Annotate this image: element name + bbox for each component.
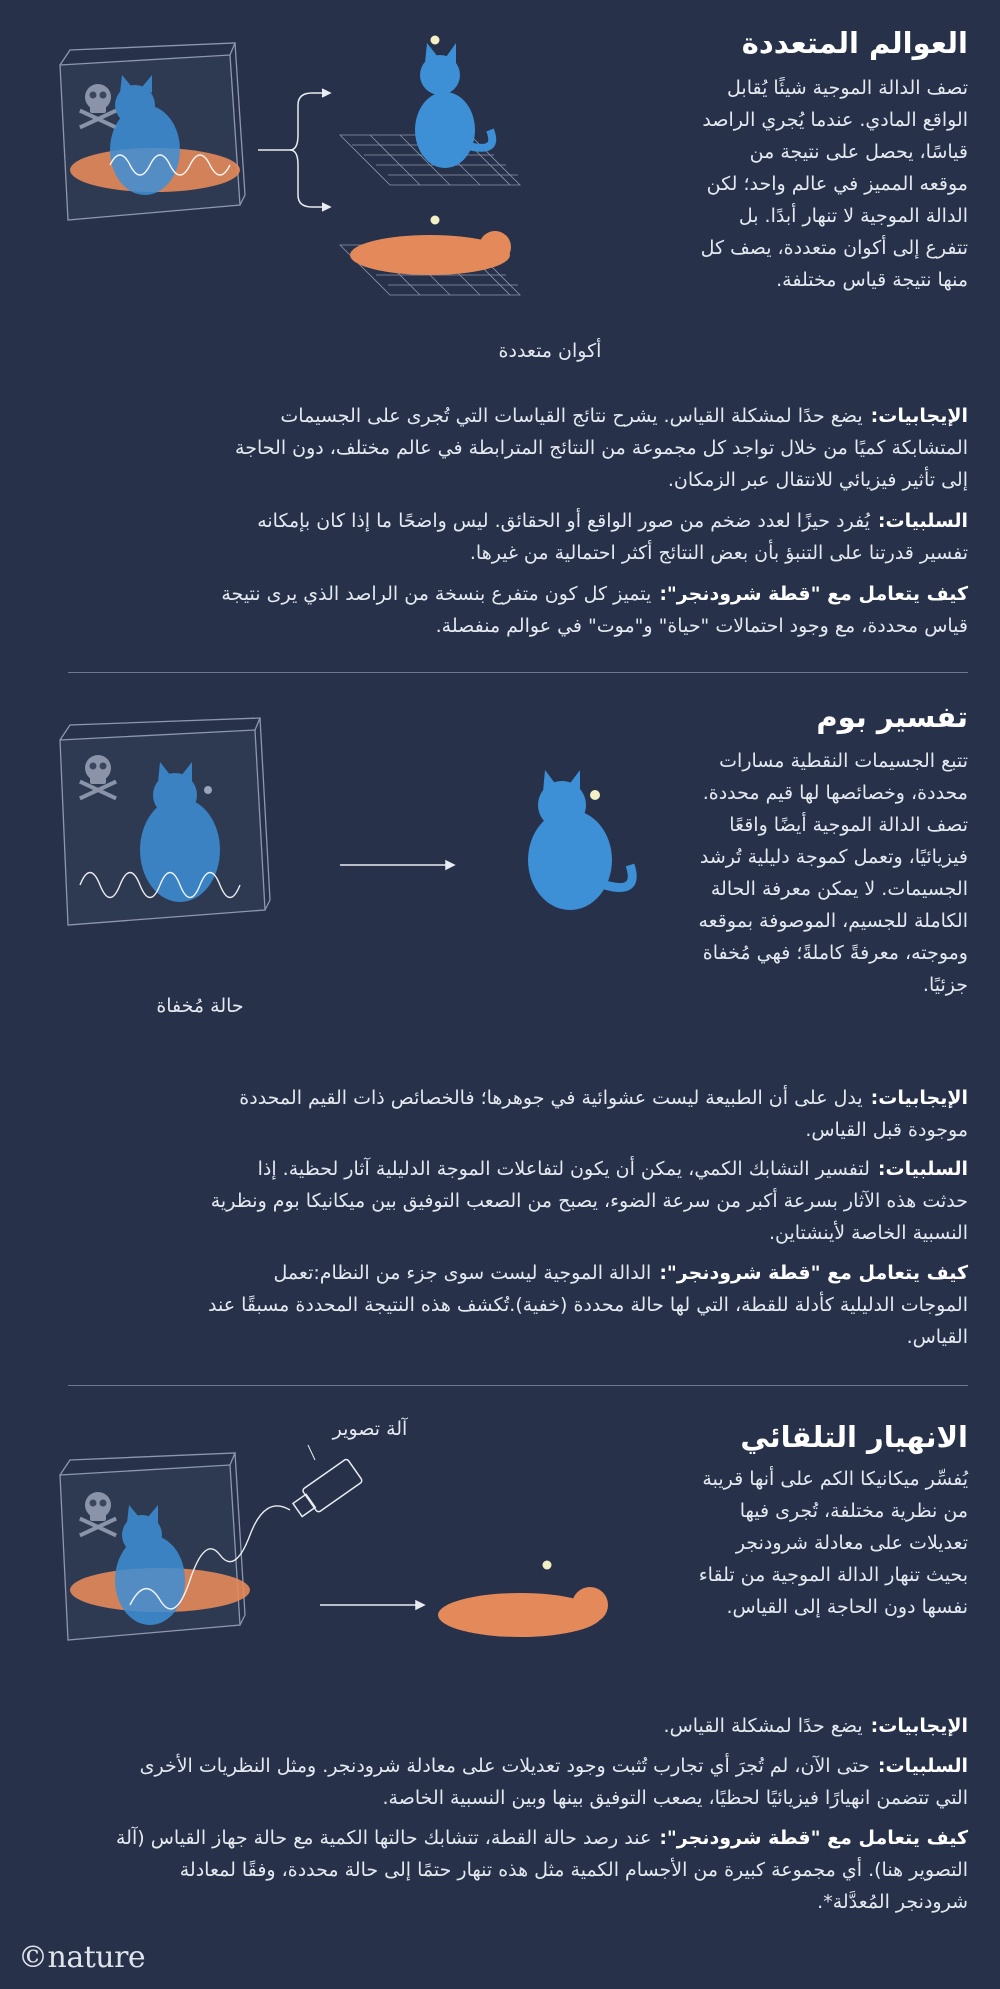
particle-icon bbox=[431, 36, 440, 45]
pros-text: يضع حدًا لمشكلة القياس. bbox=[663, 1715, 863, 1737]
particle-icon bbox=[590, 790, 600, 800]
cat-text: عند رصد حالة القطة، تتشابك حالتها الكمية مع حالة جهاز القياس (آلة التصوير هنا). أي مجموعة كبيرة من الأجسام الكمية مثل هذه تنهار حتمًا إلى حالة محددة، وفقًا لمعادلة شرودنجر المُعدَّلة*. bbox=[116, 1827, 968, 1913]
measurement-arrow bbox=[340, 861, 454, 869]
particle-icon bbox=[204, 786, 212, 794]
camera-icon bbox=[290, 1458, 363, 1521]
illustration-caption: أكوان متعددة bbox=[498, 340, 602, 362]
section-divider bbox=[68, 672, 968, 673]
pros-label: الإيجابيات: bbox=[870, 1715, 968, 1737]
pros-paragraph bbox=[208, 400, 968, 496]
pros-label: الإيجابيات: bbox=[870, 405, 968, 427]
cat-label: كيف يتعامل مع "قطة شرودنجر": bbox=[659, 583, 968, 605]
cons-text: لتفسير التشابك الكمي، يمكن أن يكون لتفاعلات الموجة الدليلية آثار لحظية. إذا حدثت هذه الآثار بسرعة أكبر من سرعة الضوء، يصبح من الصعب التوفيق بين ميكانيكا بوم ونظرية النسبية الخاصة لأينشتاين. bbox=[210, 1158, 968, 1244]
pros-label: الإيجابيات: bbox=[870, 1087, 968, 1109]
camera-pointer bbox=[308, 1445, 315, 1460]
section-title-many-worlds: العوالم المتعددة bbox=[741, 26, 968, 60]
dead-cat-universe bbox=[350, 231, 511, 275]
pros-paragraph bbox=[208, 1082, 968, 1146]
cons-label: السلبيات: bbox=[877, 1158, 968, 1180]
bohm-illustration bbox=[50, 710, 670, 970]
section-divider bbox=[68, 1385, 968, 1386]
cat-text: يتميز كل كون متفرع بنسخة من الراصد الذي يرى نتيجة قياس محددة، مع وجود احتمالات "حياة" و"موت" في عوالم منفصلة. bbox=[221, 583, 968, 637]
cat-label: كيف يتعامل مع "قطة شرودنجر": bbox=[659, 1262, 968, 1284]
cons-text: حتى الآن، لم تُجرَ أي تجارب تُثبت وجود تعديلات على معادلة شرودنجر. ومثل النظريات الأخرى التي تتضمن انهيارًا فيزيائيًا لحظيًا، يصعب التوفيق بينها وبين النسبية الخاصة. bbox=[139, 1755, 968, 1809]
cons-paragraph bbox=[108, 1750, 968, 1814]
cons-paragraph bbox=[208, 505, 968, 569]
measurement-arrow bbox=[320, 1601, 424, 1609]
particle-icon bbox=[431, 216, 440, 225]
pros-paragraph bbox=[208, 1710, 968, 1742]
cons-text: يُفرد حيزًا لعدد ضخم من صور الواقع أو الحقائق. ليس واضحًا ما إذا كان بإمكانه تفسير قدرتنا على التنبؤ بأن بعض النتائج أكثر احتمالية من غيرها. bbox=[257, 510, 968, 564]
collapse-illustration bbox=[50, 1440, 670, 1700]
cat-text: الدالة الموجية ليست سوى جزء من النظام:تعمل الموجات الدليلية كأدلة للقطة، التي لها حالة محددة (خفية).تُكشف هذه النتيجة المحددة مسبقًا عند القياس. bbox=[208, 1262, 968, 1348]
dead-cat-result bbox=[438, 1587, 608, 1637]
section-description: تتبع الجسيمات النقطية مسارات محددة، وخصائصها لها قيم محددة. تصف الدالة الموجية أيضًا واقعًا فيزيائيًا، وتعمل كموجة دليلية تُرشد الجسيمات. لا يمكن معرفة الحالة الكاملة للجسيم، الموصوفة بموقعه وموجته، معرفةً كاملةً؛ فهي مُخفاة جزئيًا. bbox=[698, 750, 968, 996]
cat-label: كيف يتعامل مع "قطة شرودنجر": bbox=[659, 1827, 968, 1849]
section-title-bohm: تفسير بوم bbox=[816, 700, 968, 734]
alive-cat-universe bbox=[415, 43, 492, 168]
camera-caption: آلة تصوير bbox=[332, 1418, 408, 1440]
cons-label: السلبيات: bbox=[877, 510, 968, 532]
pros-text: يدل على أن الطبيعة ليست عشوائية في جوهرها؛ فالخصائص ذات القيم المحددة موجودة قبل القياس. bbox=[239, 1087, 968, 1141]
particle-icon bbox=[543, 1561, 552, 1570]
alive-cat-result bbox=[528, 770, 632, 910]
nature-logo: ©nature bbox=[18, 1940, 146, 1975]
cons-paragraph bbox=[208, 1153, 968, 1249]
cat-paragraph bbox=[208, 1257, 968, 1353]
cons-label: السلبيات: bbox=[877, 1755, 968, 1777]
many-worlds-illustration bbox=[50, 35, 530, 335]
section-description: تصف الدالة الموجية شيئًا يُقابل الواقع المادي. عندما يُجري الراصد قياسًا، يحصل على نتيجة من موقعه المميز في عالم واحد؛ لكن الدالة الموجية لا تنهار أبدًا. بل تتفرع إلى أكوان متعددة، يصف كل منها نتيجة قياس مختلفة. bbox=[700, 77, 968, 291]
pros-text: يضع حدًا لمشكلة القياس. يشرح نتائج القياسات التي تُجرى على الجسيمات المتشابكة كميًا من خلال تواجد كل مجموعة من النتائج المترابطة في عالم مختلف، دون الحاجة إلى تأثير فيزيائي للانتقال عبر الزمكان. bbox=[235, 405, 968, 491]
section-title-spontaneous-collapse: الانهيار التلقائي bbox=[740, 1420, 968, 1454]
illustration-caption: حالة مُخفاة bbox=[156, 995, 244, 1017]
cat-paragraph bbox=[108, 1822, 968, 1918]
section-description: يُفسِّر ميكانيكا الكم على أنها قريبة من نظرية مختلفة، تُجرى فيها تعديلات على معادلة شرودنجر بحيث تنهار الدالة الموجية من تلقاء نفسها دون الحاجة إلى القياس. bbox=[698, 1468, 968, 1618]
branch-arrows bbox=[258, 89, 330, 211]
cat-paragraph bbox=[208, 578, 968, 642]
